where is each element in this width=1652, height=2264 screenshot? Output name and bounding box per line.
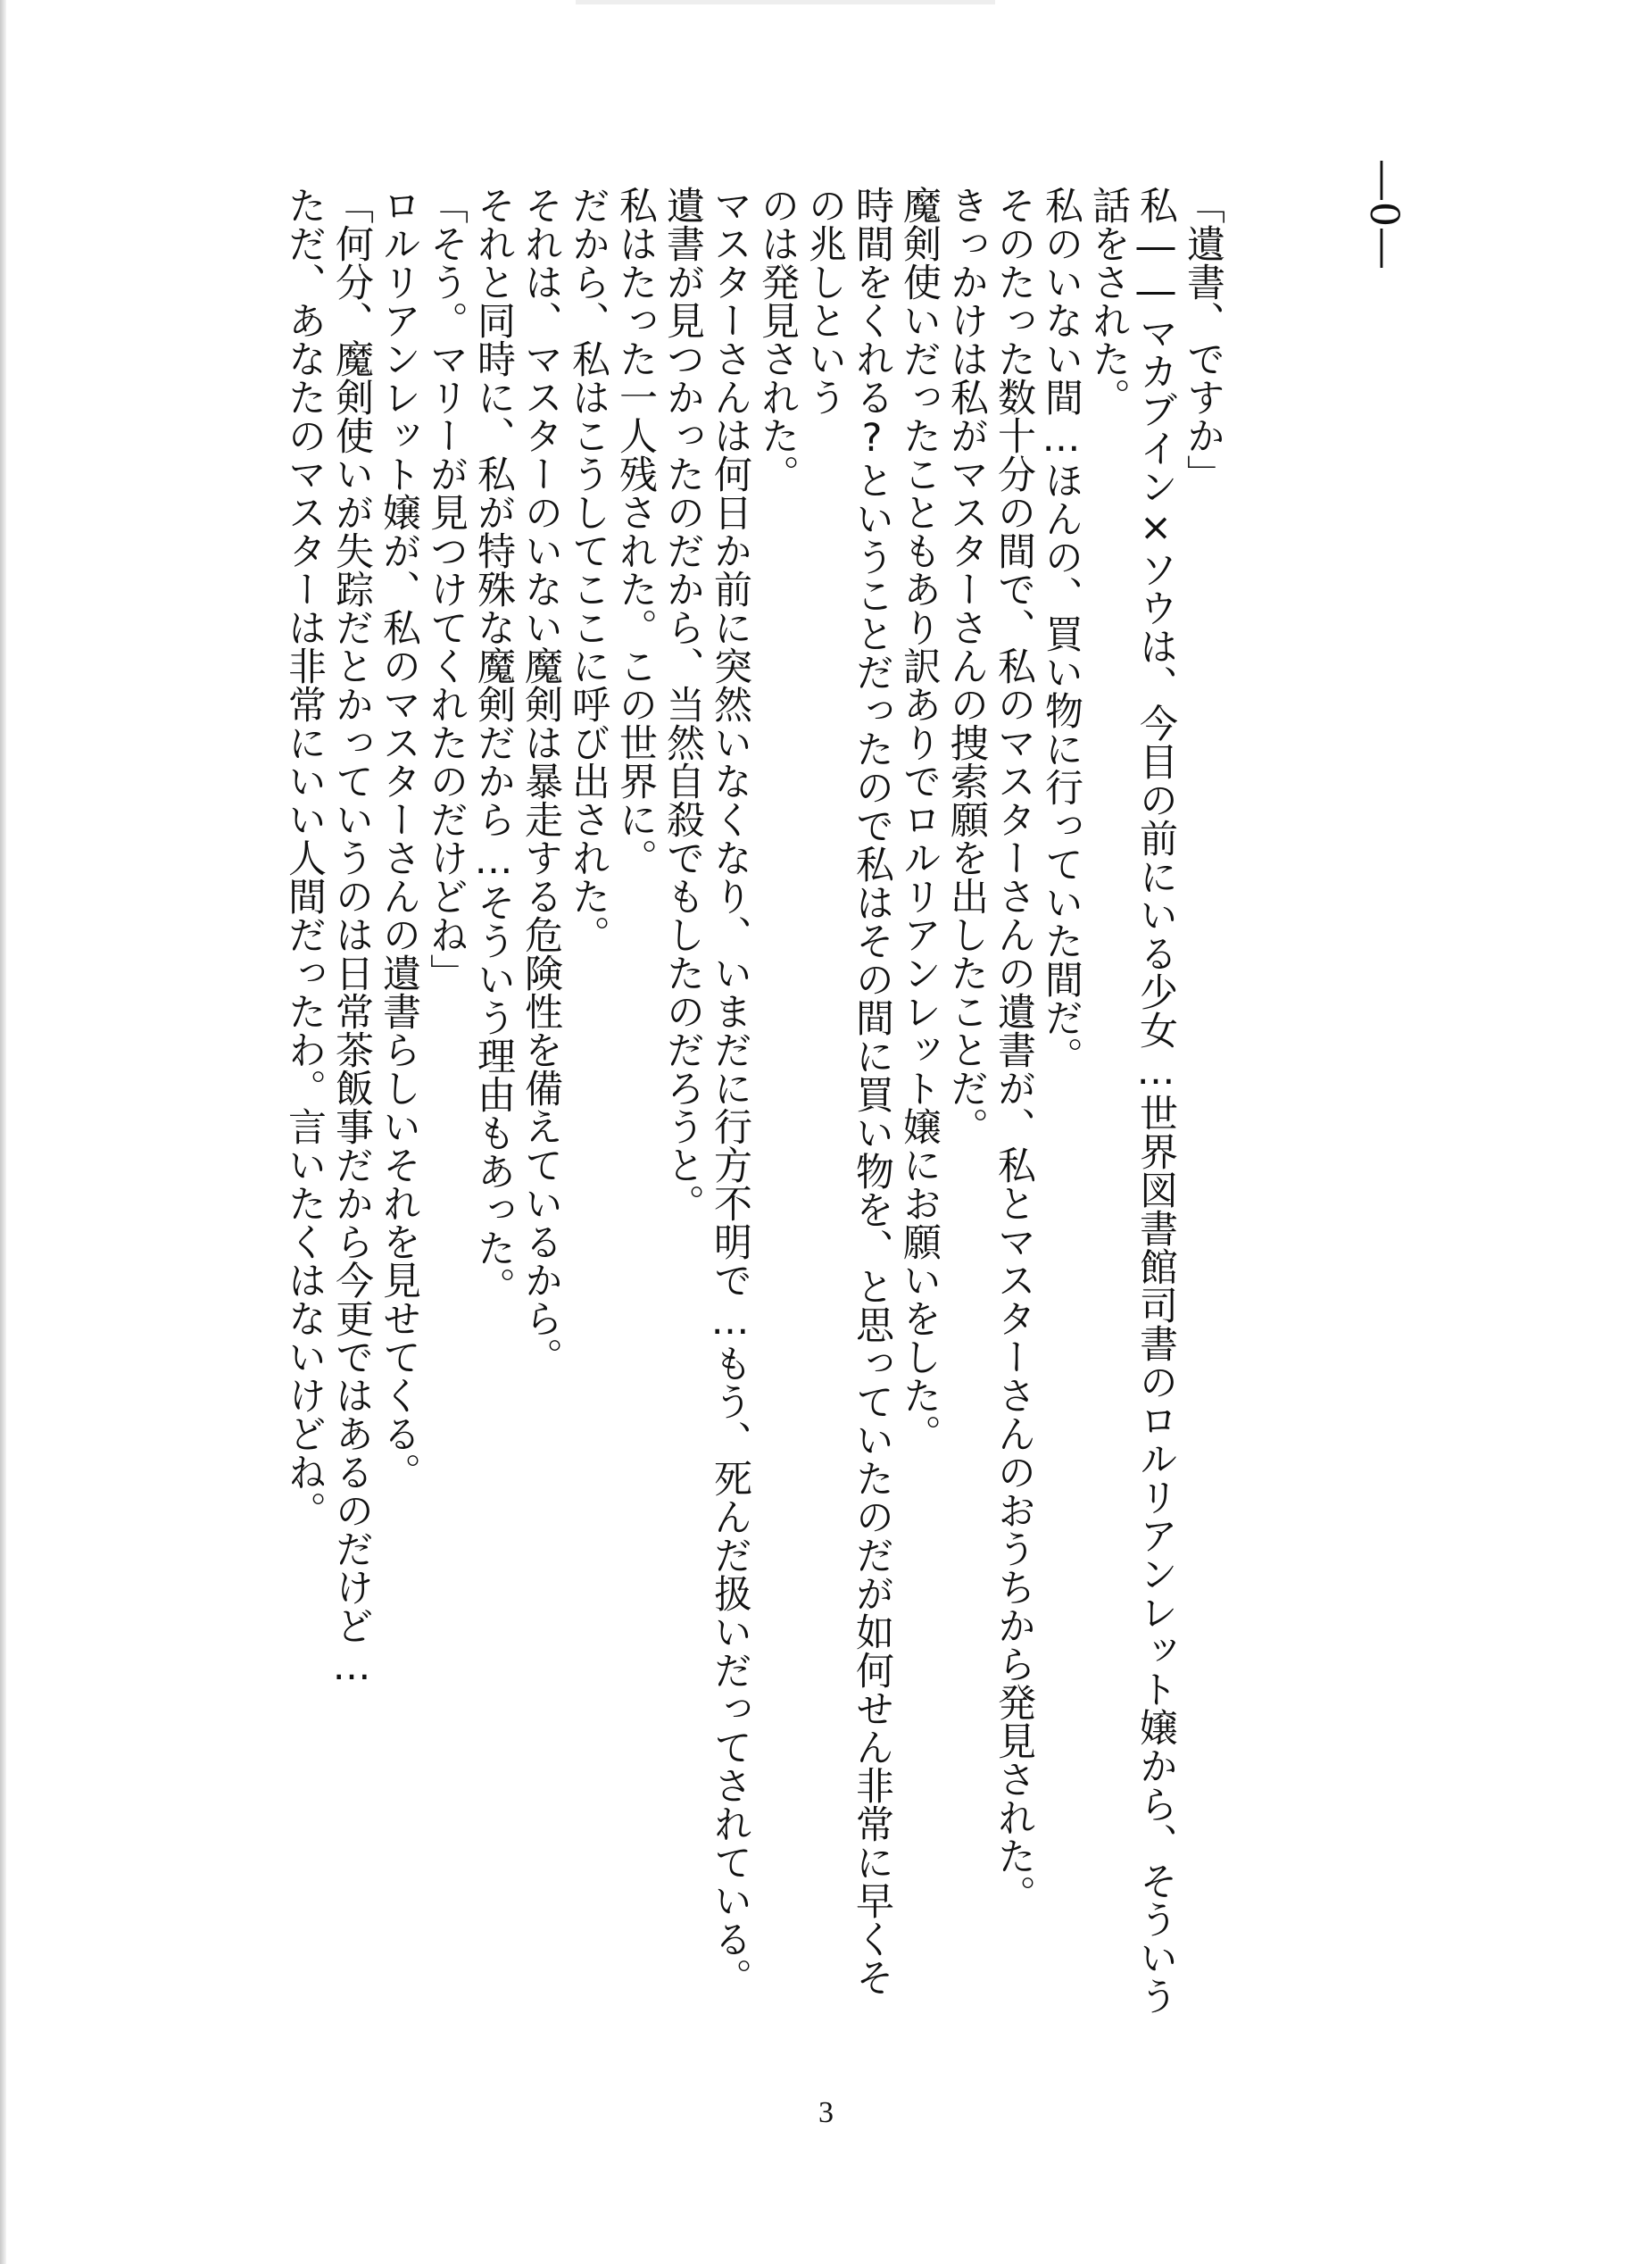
body-text: [280, 186, 1226, 2016]
text-line: それと同時に、私が特殊な魔剣だから…そういう理由もあった。: [471, 186, 516, 1305]
text-line: 「そう。マリーが見つけてくれたのだけどね」: [424, 186, 469, 992]
page-left-edge: [0, 0, 6, 2264]
page-number: 3: [818, 2096, 834, 2129]
text-line: 「遺書、ですか」: [1181, 186, 1225, 493]
chapter-heading: ―0―: [1361, 161, 1407, 270]
text-line: そのたった数十分の間で、私のマスターさんの遺書が、私とマスターさんのおうちから発見された。: [992, 186, 1036, 1913]
text-line: だから、私はこうしてここに呼び出された。: [566, 186, 610, 953]
text-line: 「何分、魔剣使いが失踪だとかっていうのは日常茶飯事だから今更ではあるのだけど…: [329, 186, 374, 1689]
page-top-tab: [576, 0, 995, 4]
text-line: 私――マカブイン×ソウは、今目の前にいる少女…世界図書館司書のロルリアンレット嬢から、そういう話をされた。: [1086, 186, 1178, 2015]
text-line: それは、マスターのいない魔剣は暴走する危険性を備えているから。: [519, 186, 563, 1376]
text-line: のは発見された。: [755, 186, 800, 493]
text-line: 私はたった一人残された。この世界に。: [613, 186, 658, 877]
text-line: ロルリアンレット嬢が、私のマスターさんの遺書らしいそれを見せてくる。: [377, 186, 421, 1491]
text-line: 遺書が見つかったのだから、当然自殺でもしたのだろうと。: [660, 186, 705, 1222]
text-line: きっかけは私がマスターさんの捜索願を出したことだ。: [944, 186, 989, 1145]
text-line: 魔剣使いだったこともあり訳ありでロルリアンレット嬢にお願いをした。: [897, 186, 942, 1452]
text-line: 時間をくれる?ということだったので私はその間に買い物を、と思っていたのだが如何せん非常に早くその兆しという: [802, 186, 894, 1996]
text-line: 私のいない間…ほんの、買い物に行っていた間だ。: [1039, 186, 1083, 1075]
text-line: ただ、あなたのマスターは非常にいい人間だったわ。言いたくはないけどね。: [282, 186, 327, 1529]
text-line: マスターさんは何日か前に突然いなくなり、いまだに行方不明で…もう、死んだ扱いだってされている。: [708, 186, 752, 1996]
